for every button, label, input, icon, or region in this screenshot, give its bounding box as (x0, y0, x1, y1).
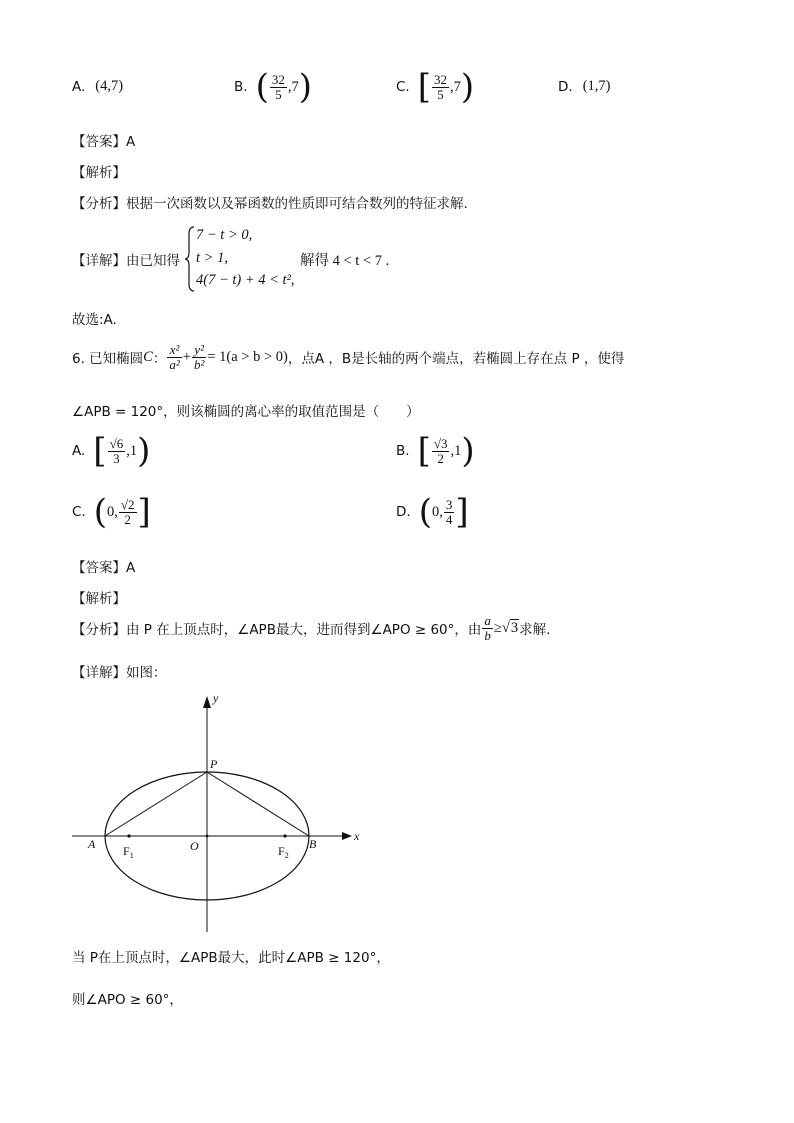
bracket-left: ( (93, 492, 107, 532)
bracket-right: ) (460, 67, 475, 107)
fraction (432, 73, 449, 101)
q5-choose: 故选:A. (72, 312, 117, 328)
option-rest: ,1 (126, 442, 138, 459)
option-rest: ,7 (449, 78, 461, 95)
option-value: (4,7) (95, 78, 124, 94)
numerator: a (484, 613, 491, 628)
option-letter: B. (234, 79, 248, 95)
label-y: y (213, 691, 219, 705)
q5-jiexi-label: 【解析】 (72, 165, 126, 181)
q5-analysis: 【分析】根据一次函数以及幂函数的性质即可结合数列的特征求解. (72, 196, 468, 212)
numerator: 3 (445, 496, 453, 512)
analysis-end: 求解. (519, 622, 551, 639)
system-line-1: 7 − t > 0, (196, 227, 253, 243)
numerator: x² (167, 343, 181, 358)
ge-sign: ≥ (493, 619, 502, 636)
q6-option-c[interactable] (72, 492, 151, 532)
solve-result: 解得 4 < t < 7 . (300, 253, 390, 269)
label-p: P (210, 757, 218, 771)
numerator: √6 (109, 435, 124, 451)
denominator: 3 (113, 450, 120, 466)
q6-answer: 【答案】A (72, 560, 136, 576)
bracket-right: ) (298, 67, 312, 107)
numerator: 32 (271, 71, 285, 87)
option-letter: C. (72, 504, 86, 520)
numerator: √3 (433, 435, 448, 451)
option-rest: ,1 (450, 442, 462, 459)
q6-stem-line-1 (72, 343, 624, 371)
fraction (270, 73, 287, 101)
stem-suffix: ，点A ，B是长轴的两个端点，若椭圆上存在点 P ，使得 (287, 351, 625, 368)
q5-detail-label: 【详解】由已知得 (72, 253, 180, 269)
option-letter: A. (72, 78, 86, 95)
f2-letter: F (278, 844, 285, 858)
fraction-x (167, 343, 181, 371)
q5-option-d[interactable] (558, 78, 610, 95)
system-line-3: 4(7 − t) + 4 < t², (196, 272, 295, 288)
fraction (108, 437, 126, 465)
focus-f1-point (127, 834, 130, 837)
q6-line-1: 当 P在上顶点时，∠APB最大，此时∠APB ≥ 120°， (72, 950, 390, 966)
fraction (444, 498, 455, 526)
q6-detail-label: 【详解】如图： (72, 665, 167, 681)
q6-stem-line-2: ∠APB = 120°，则该椭圆的离心率的取值范围是（ ） (72, 404, 420, 420)
bracket-left: [ (93, 431, 107, 471)
label-f2 (278, 844, 289, 860)
bracket-right: ) (461, 431, 475, 471)
numerator: y² (192, 343, 206, 358)
denominator: 2 (437, 450, 444, 466)
denominator: 5 (275, 86, 282, 102)
segment-ap (105, 772, 207, 836)
system-line-2: t > 1, (196, 250, 228, 266)
option-letter: B. (396, 443, 410, 459)
f2-subscript: 2 (284, 851, 289, 860)
label-x: x (354, 829, 360, 843)
denominator: 2 (124, 511, 131, 527)
q5-option-c[interactable] (396, 67, 475, 107)
plus: + (182, 348, 191, 365)
option-letter: D. (558, 78, 573, 95)
analysis-text: 【分析】由 P 在上顶点时，∠APB最大，进而得到∠APO ≥ 60°，由 (72, 622, 482, 639)
option-letter: D. (396, 504, 411, 520)
system-brace-icon (184, 226, 196, 292)
option-pre: 0, (106, 503, 118, 520)
bracket-left: ( (418, 492, 432, 532)
fraction (119, 498, 137, 526)
bracket-right: ] (455, 492, 469, 532)
bracket-left: [ (417, 67, 431, 107)
y-axis-arrow-icon (203, 696, 211, 708)
fraction-y (192, 343, 206, 371)
denominator: b² (193, 356, 205, 372)
numerator: 32 (433, 71, 447, 87)
x-axis-arrow-icon (342, 832, 352, 840)
q5-option-a[interactable] (72, 78, 123, 95)
f1-letter: F (123, 844, 130, 858)
fraction (432, 437, 450, 465)
ellipse-figure (60, 688, 380, 938)
colon: ： (152, 351, 167, 368)
segment-pb (207, 772, 309, 836)
bracket-left: [ (417, 431, 431, 471)
q6-option-a[interactable] (72, 431, 151, 471)
q6-option-d[interactable] (396, 492, 469, 532)
sqrt-sign: √ (501, 619, 510, 636)
numerator: √2 (120, 496, 135, 512)
label-a: A (88, 837, 96, 851)
denominator: 5 (437, 86, 444, 102)
label-f1 (123, 844, 134, 860)
f1-subscript: 1 (129, 851, 134, 860)
q5-option-b[interactable] (234, 67, 312, 107)
fraction-a-b (482, 614, 493, 642)
option-value: (1,7) (582, 78, 611, 94)
label-b: B (309, 837, 317, 851)
denominator: 4 (445, 511, 453, 527)
sqrt-value: 3 (510, 620, 519, 637)
option-letter: C. (396, 79, 410, 95)
focus-f2-point (283, 834, 286, 837)
option-rest: ,7 (287, 78, 299, 95)
q6-jiexi-label: 【解析】 (72, 591, 126, 607)
bracket-right: ] (137, 492, 151, 532)
equation-rest: = 1(a > b > 0) (207, 348, 288, 365)
bracket-left: ( (255, 67, 269, 107)
denominator: b (484, 627, 491, 643)
bracket-right: ) (137, 431, 151, 471)
denominator: a² (169, 356, 180, 372)
q5-answer: 【答案】A (72, 134, 136, 150)
q6-number: 6. 已知椭圆 (72, 351, 144, 368)
option-letter: A. (72, 443, 86, 459)
option-pre: 0, (431, 503, 443, 520)
origin-point (206, 835, 209, 838)
q6-analysis (72, 614, 550, 642)
label-o: O (190, 839, 199, 853)
q6-option-b[interactable] (396, 431, 475, 471)
ellipse-name: C (143, 348, 153, 365)
q6-line-2: 则∠APO ≥ 60°， (72, 992, 183, 1008)
